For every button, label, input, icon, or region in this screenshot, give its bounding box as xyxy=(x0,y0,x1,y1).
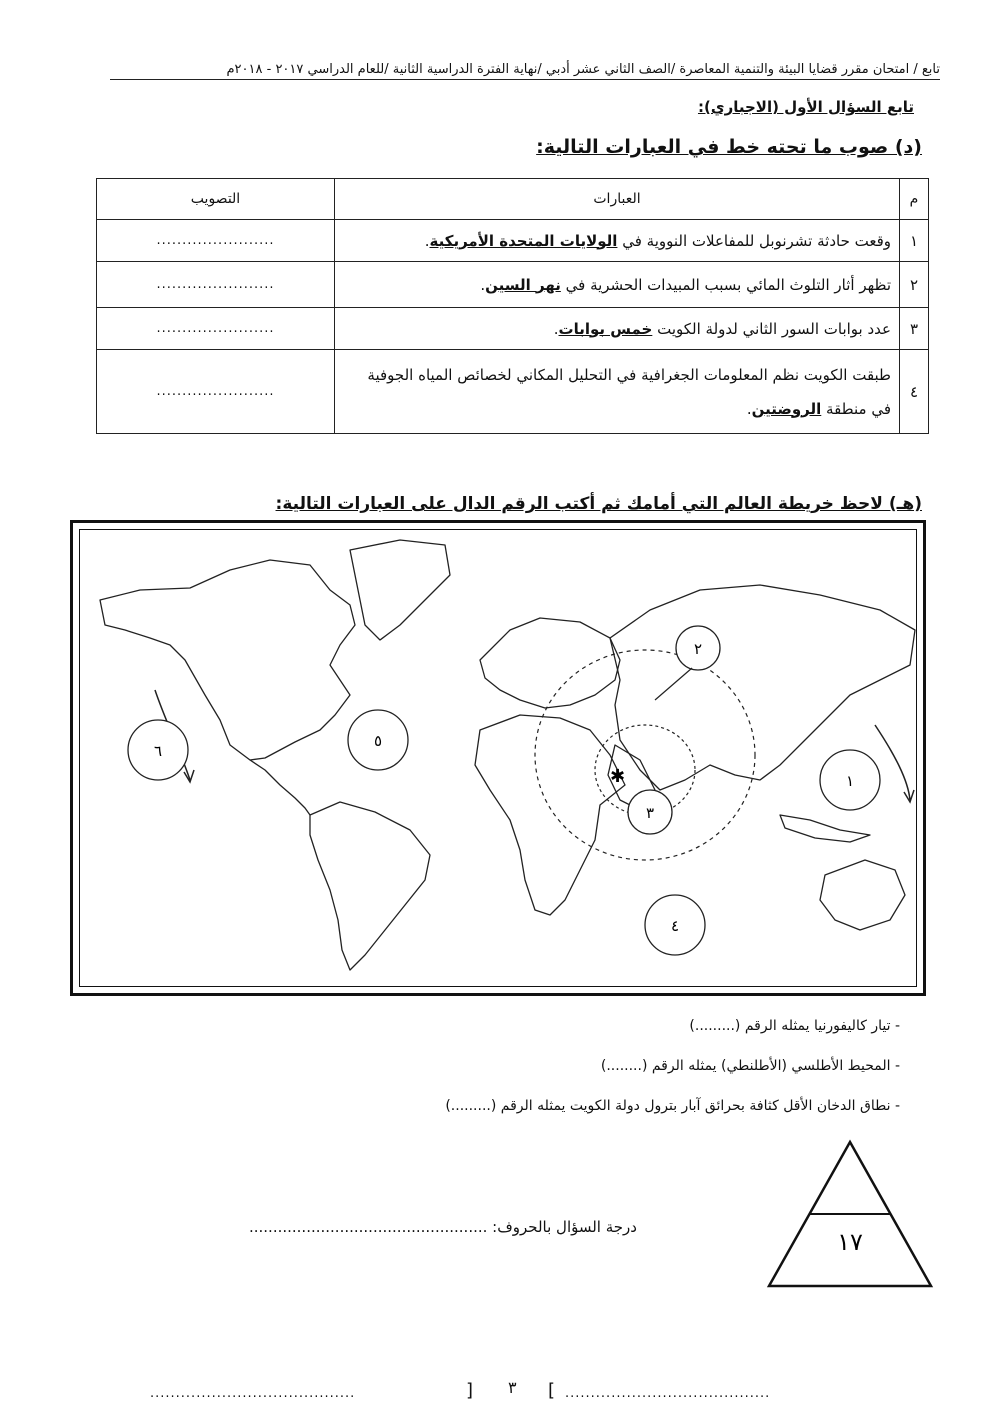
footer-left-dots: ........................................ xyxy=(150,1386,356,1401)
marker-2-label: ٢ xyxy=(693,640,703,658)
underlined-term: الروضتين xyxy=(751,399,822,418)
fill-item-2 xyxy=(601,1058,900,1074)
table-row xyxy=(97,350,929,434)
world-map xyxy=(79,529,917,987)
statement-cell xyxy=(335,350,900,434)
correction-blank[interactable]: ....................... xyxy=(97,220,335,262)
south-america-shape xyxy=(310,802,430,970)
kuwait-star-icon: ✱ xyxy=(610,766,626,787)
statement-cell xyxy=(335,262,900,308)
footer-right-dots: ........................................ xyxy=(565,1386,771,1401)
row-number: ٤ xyxy=(900,350,929,434)
marker-2-pointer xyxy=(655,668,692,700)
grade-in-words[interactable]: درجة السؤال بالحروف: .................................................. xyxy=(248,1218,637,1236)
fill-item-text[interactable]: نطاق الدخان الأقل كثافة بحرائق آبار بترول دولة الكويت يمثله الرقم (.........) xyxy=(445,1098,891,1114)
table-row xyxy=(97,262,929,308)
europe-shape xyxy=(480,618,620,708)
row-number: ٣ xyxy=(900,308,929,350)
subheader: تابع السؤال الأول (الاجباري): xyxy=(697,98,914,116)
col-correction-header: التصويب xyxy=(97,179,335,220)
marker-1-label: ١ xyxy=(845,772,855,790)
statement-cell xyxy=(335,220,900,262)
footer-bracket-right: [ xyxy=(548,1380,556,1401)
world-map-svg xyxy=(80,530,918,988)
statement-text: تظهر أثار التلوث المائي بسبب المبيدات الحشرية في xyxy=(560,275,891,294)
bullet: - xyxy=(894,1058,900,1074)
bullet: - xyxy=(894,1098,900,1114)
table-header-row xyxy=(97,179,929,220)
section-d-title: (د) صوب ما تحته خط في العبارات التالية: xyxy=(536,136,922,158)
correction-table xyxy=(96,178,929,434)
greenland-shape xyxy=(350,540,450,640)
central-america-shape xyxy=(250,760,310,815)
grade-triangle-icon xyxy=(765,1138,935,1290)
statement-end: . xyxy=(424,231,430,250)
fill-item-text[interactable]: تيار كاليفورنيا يمثله الرقم (.........) xyxy=(689,1018,891,1034)
underlined-term: خمس بوابات xyxy=(558,319,653,338)
table-row xyxy=(97,308,929,350)
australia-shape xyxy=(820,860,905,930)
statement-cell xyxy=(335,308,900,350)
marker-3-label: ٣ xyxy=(645,804,655,822)
exam-header: تابع / امتحان مقرر قضايا البيئة والتنمية المعاصرة /الصف الثاني عشر أدبي /نهاية الفترة الدراسية الثانية /للعام الدراسي ٢٠١٧ - ٢٠١٨م xyxy=(110,62,940,80)
statement-end: . xyxy=(480,275,486,294)
statement-end: . xyxy=(553,319,559,338)
africa-shape xyxy=(475,715,625,915)
statement-text: وقعت حادثة تشرنوبل للمفاعلات النووية في xyxy=(617,231,891,250)
row-number: ١ xyxy=(900,220,929,262)
statement-end: . xyxy=(746,399,752,418)
indonesia-shape xyxy=(780,815,870,842)
fill-item-text[interactable]: المحيط الأطلسي (الأطلنطي) يمثله الرقم (........) xyxy=(600,1058,891,1074)
page-number: ٣ xyxy=(508,1378,517,1397)
statement-text: عدد بوابات السور الثاني لدولة الكويت xyxy=(652,319,891,338)
pacific-current-arrow xyxy=(875,725,910,800)
correction-blank[interactable]: ....................... xyxy=(97,350,335,434)
correction-blank[interactable]: ....................... xyxy=(97,262,335,308)
correction-blank[interactable]: ....................... xyxy=(97,308,335,350)
fill-item-3 xyxy=(445,1098,900,1114)
fill-item-1 xyxy=(689,1018,900,1034)
row-number: ٢ xyxy=(900,262,929,308)
table-row xyxy=(97,220,929,262)
marker-4-label: ٤ xyxy=(670,917,680,935)
underlined-term: الولايات المتحدة الأمريكية xyxy=(429,231,618,250)
footer-bracket-left: ] xyxy=(466,1380,474,1401)
underlined-term: نهر السين xyxy=(485,275,561,294)
section-h-title: (هـ) لاحظ خريطة العالم التي أمامك ثم أكتب الرقم الدال على العبارات التالية: xyxy=(275,494,922,514)
world-map-frame xyxy=(70,520,926,996)
bullet: - xyxy=(894,1018,900,1034)
marker-6-label: ٦ xyxy=(153,742,163,760)
marker-5-label: ٥ xyxy=(373,732,383,750)
col-statements-header: العبارات xyxy=(335,179,900,220)
statement-text: طبقت الكويت نظم المعلومات الجغرافية في التحليل المكاني لخصائص المياه الجوفية في منطقة xyxy=(367,365,891,418)
col-num-header: م xyxy=(900,179,929,220)
grade-value: ١٧ xyxy=(837,1228,863,1256)
